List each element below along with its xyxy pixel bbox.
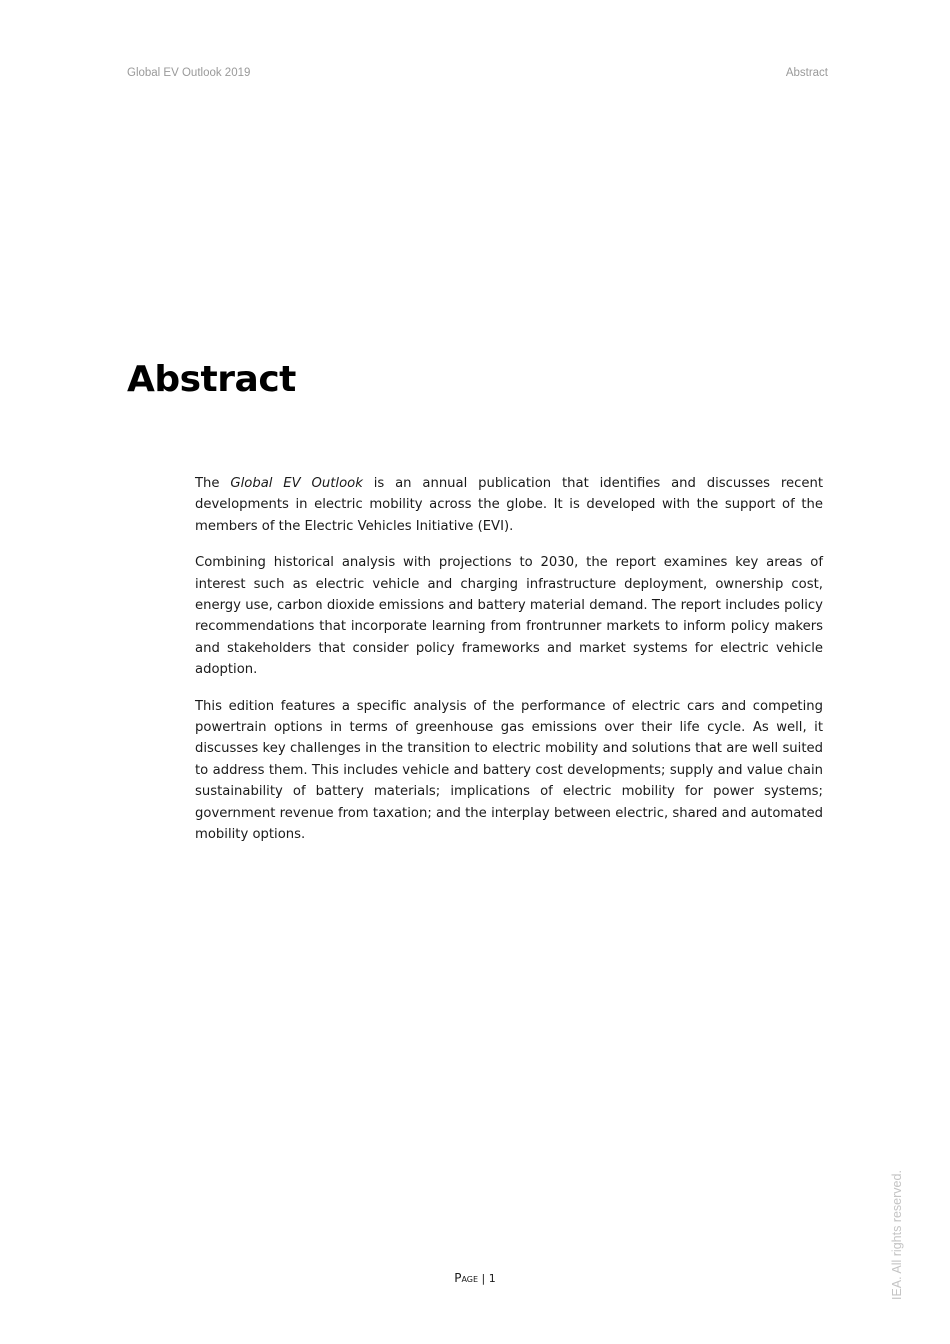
abstract-paragraph-1 — [195, 473, 823, 537]
abstract-paragraph-3: This edition features a specific analysis of the performance of electric cars and competing powertrain options in terms of greenhouse gas emissions over their life cycle. As well, it discusses key challenges in the transition to electric mobility and solutions that are well suited to address them. This includes vehicle and battery cost developments; supply and value chain sustainability of battery materials; implications of electric mobility for power systems; government revenue from taxation; and the interplay between electric, shared and automated mobility options. — [195, 698, 823, 843]
paragraph-1-lead: The — [195, 476, 231, 491]
abstract-paragraph-2: Combining historical analysis with projections to 2030, the report examines key areas of interest such as electric vehicle and charging infrastructure deployment, ownership cost, energy use, carbon dioxide emissions and battery material demand. The report includes policy recommendations that incorporate learning from frontrunner markets to inform policy makers and stakeholders that consider policy frameworks and market systems for electric vehicle adoption. — [195, 555, 823, 678]
running-header-title: Global EV Outlook 2019 — [127, 67, 251, 79]
page-separator: | — [478, 1272, 489, 1285]
paragraph-1-rest: is an annual publication that identifies and discusses recent developments in electric mobility across the globe. It is developed with the support of the members of the Electric Vehicles Initiative (EVI). — [195, 476, 823, 534]
page-number-value: 1 — [488, 1272, 496, 1285]
abstract-body — [195, 473, 823, 861]
page-title: Abstract — [127, 359, 296, 400]
page-label: Page — [454, 1271, 479, 1285]
rights-notice: IEA. All rights reserved. — [890, 1170, 904, 1300]
page-number — [0, 1271, 950, 1285]
publication-title-italic: Global EV Outlook — [230, 476, 363, 491]
running-header-section: Abstract — [785, 67, 828, 79]
